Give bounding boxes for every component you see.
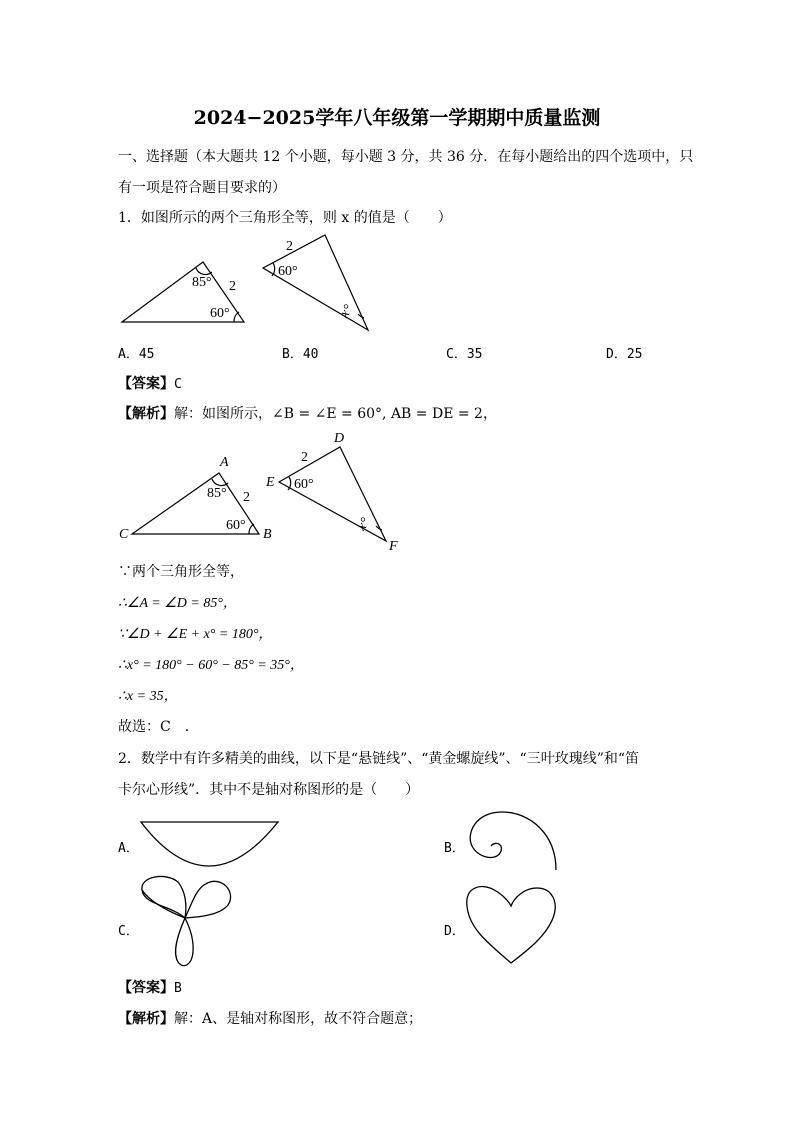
fig2-label-60-e: 60° xyxy=(294,477,314,492)
fig2-label-E: E xyxy=(266,475,275,490)
q2-stem-line2: 卡尔心形线”．其中不是轴对称图形的是（ ） xyxy=(118,782,420,798)
fig2-label-D: D xyxy=(334,431,345,446)
q1-label-side1: 2 xyxy=(229,279,236,294)
fig2-label-B: B xyxy=(263,527,272,542)
q1-analysis-intro: 【解析】解：如图所示，∠B = ∠E = 60°, AB = DE = 2， xyxy=(118,406,497,422)
q1-step-5: ∴x = 35， xyxy=(118,689,178,704)
q1-option-a: A．45 xyxy=(118,347,155,362)
q1-step-3: ∵∠D + ∠E + x° = 180°， xyxy=(118,627,273,642)
fig2-label-side-de: 2 xyxy=(301,450,308,465)
q1-label-60b: 60° xyxy=(278,264,298,279)
q1-step-6: 故选：C ． xyxy=(118,719,199,735)
fig2-label-side-ab: 2 xyxy=(243,490,250,505)
q2-option-d-label: D． xyxy=(444,924,465,939)
fig2-label-60-b: 60° xyxy=(226,518,246,533)
cardioid-heart-curve xyxy=(467,887,555,963)
section-header-line1: 一、选择题（本大题共 12 个小题，每小题 3 分，共 36 分．在每小题给出的四个选项中，只 xyxy=(118,149,694,165)
q1-answer: 【答案】C xyxy=(118,376,182,392)
q1-step-1: ∵两个三角形全等， xyxy=(118,564,244,580)
q2-answer: 【答案】B xyxy=(118,980,182,996)
q2-option-b-label: B． xyxy=(444,841,465,856)
golden-spiral-curve xyxy=(470,812,556,870)
q2-option-c-label: C． xyxy=(118,924,139,939)
three-leaf-rose-curve xyxy=(142,876,231,965)
q2-option-a-label: A． xyxy=(118,841,139,856)
q1-label-side2: 2 xyxy=(286,239,293,254)
q1-option-b: B．40 xyxy=(282,347,319,362)
catenary-curve xyxy=(141,822,278,866)
q1-option-d: D．25 xyxy=(606,347,643,362)
q1-option-c: C．35 xyxy=(446,347,483,362)
fig2-label-x: x° xyxy=(354,515,374,534)
page-title: 2024−2025学年八年级第一学期期中质量监测 xyxy=(193,107,601,129)
fig2-label-85: 85° xyxy=(207,486,227,501)
fig2-label-A: A xyxy=(220,455,229,470)
q1-stem: 1．如图所示的两个三角形全等，则 x 的值是（ ） xyxy=(118,210,452,226)
q1-label-x: x° xyxy=(337,302,357,321)
section-header-line2: 有一项是符合题目要求的） xyxy=(118,180,286,196)
q1-step-2: ∴∠A = ∠D = 85°， xyxy=(118,596,237,611)
fig2-label-F: F xyxy=(389,539,398,554)
q2-stem-line1: 2．数学中有许多精美的曲线，以下是“悬链线”、“黄金螺旋线”、“三叶玫瑰线”和“笛 xyxy=(118,751,640,767)
q1-step-4: ∴x° = 180° − 60° − 85° = 35°， xyxy=(118,658,304,673)
q2-analysis: 【解析】解：A、是轴对称图形，故不符合题意； xyxy=(118,1011,423,1027)
q1-label-85: 85° xyxy=(192,275,212,290)
q1-label-60a: 60° xyxy=(210,306,230,321)
fig2-label-C: C xyxy=(119,527,129,542)
